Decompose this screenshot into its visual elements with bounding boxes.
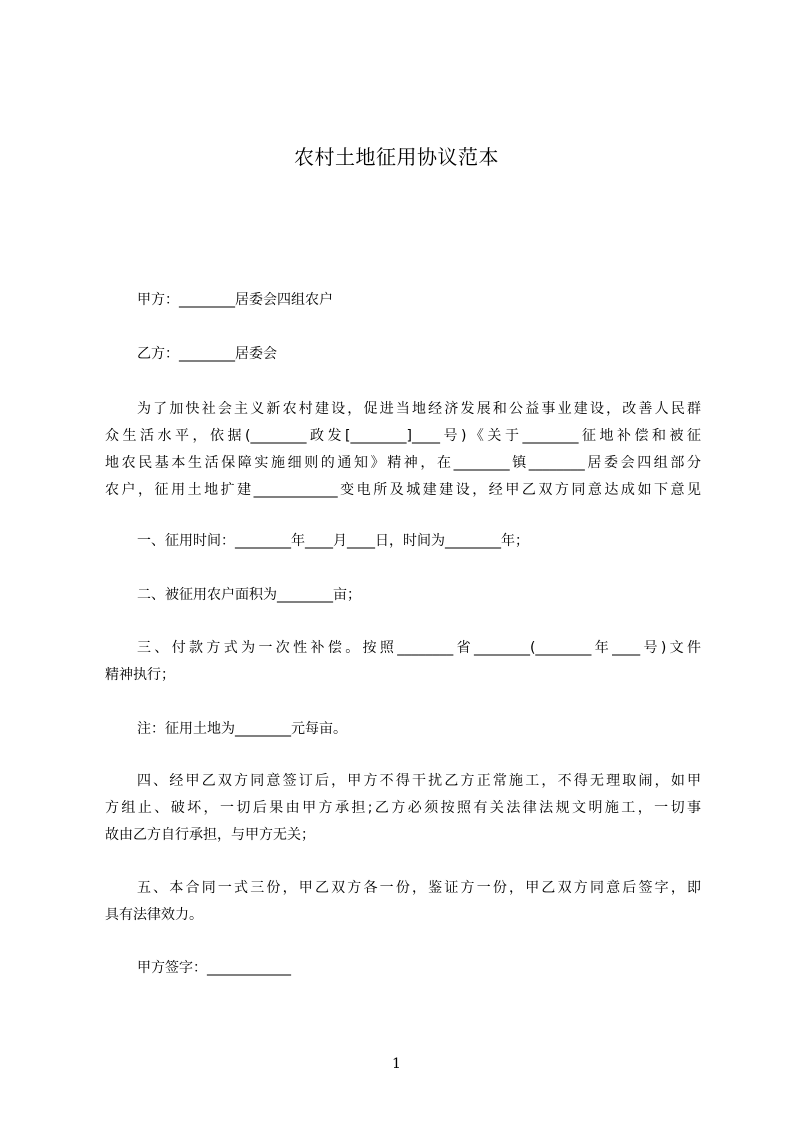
clause-4-line: 四、经甲乙双方同意签订后，甲方不得干扰乙方正常施工，不得无理取闹，如甲 [137, 773, 701, 789]
party-a-signature: 甲方签字：____________ [137, 960, 291, 976]
intro-line: 农户，征用土地扩建____________变电所及城建建设，经甲乙双方同意达成如下意见 [105, 482, 701, 498]
party-b-line: 乙方：________居委会 [137, 346, 277, 362]
party-a-line: 甲方：________居委会四组农户 [137, 292, 333, 308]
page-number: 1 [392, 1056, 401, 1072]
clause-3-line: 精神执行； [105, 667, 175, 683]
intro-line: 众生活水平，依据(________政发[________]____号)《关于________征地补偿和被征 [105, 428, 701, 444]
clause-5-line: 五、本合同一式三份，甲乙双方各一份，鉴证方一份，甲乙双方同意后签字，即 [137, 880, 701, 896]
clause-4-line: 方组止、破坏，一切后果由甲方承担;乙方必须按照有关法律法规文明施工，一切事 [105, 800, 701, 816]
clause-5-line: 具有法律效力。 [105, 907, 203, 923]
document-title: 农村土地征用协议范本 [294, 145, 499, 169]
clause-3-line: 三、付款方式为一次性补偿。按照________省________(________年____号)文件 [137, 640, 701, 656]
clause-2: 二、被征用农户面积为________亩； [137, 587, 361, 603]
clause-1: 一、征用时间：________年____月____日，时间为________年； [137, 533, 529, 549]
intro-line: 为了加快社会主义新农村建设，促进当地经济发展和公益事业建设，改善人民群 [137, 401, 701, 417]
clause-4-line: 故由乙方自行承担，与甲方无关； [105, 827, 315, 843]
note-line: 注：征用土地为________元每亩。 [137, 721, 347, 737]
intro-line: 地农民基本生活保障实施细则的通知》精神，在________镇________居委会四组部分 [105, 455, 701, 471]
